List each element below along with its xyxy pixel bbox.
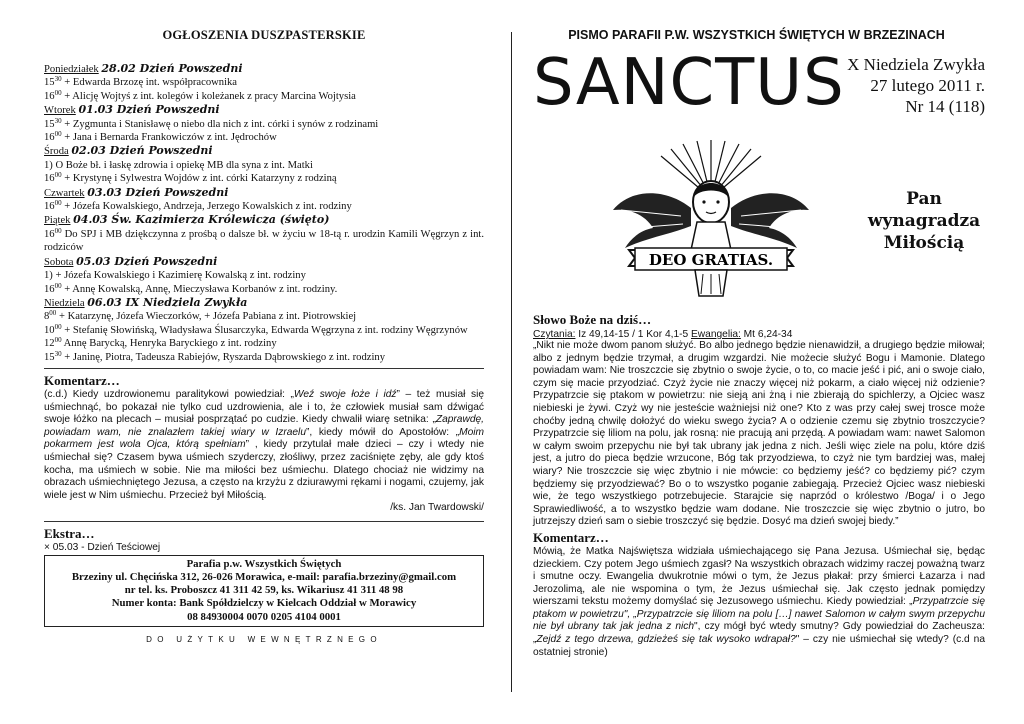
announcements-column [44,28,484,644]
day-feast: 06.03 IX Niedziela Zwykła [87,295,248,309]
day-heading [44,296,484,310]
issue-number: Nr 14 (118) [905,97,985,116]
emblem-row [533,138,985,308]
day-feast: 05.03 Dzień Powszedni [76,254,218,268]
parish-phones: nr tel. ks. Proboszcz 41 311 42 59, ks. Wikariusz 41 311 48 98 [124,584,404,597]
mass-entry: $16^{00}$ + Krystynę i Sylwestra Wojdów z int. córki Katarzyny z rodziną [44,171,337,185]
commentary-heading: Komentarz… [533,529,609,545]
day-name: Poniedziałek [44,64,99,75]
day-name: Środa [44,146,69,158]
day-feast: 28.02 Dzień Powszedni [101,62,243,75]
banner-text: DEO GRATIAS. [648,251,774,269]
day-heading [44,186,484,200]
mass-entry: 1) + Józefa Kowalskiego i Kazimierę Kowalską z int. rodziny [44,270,306,282]
internal-use-note: DO UŻYTKU WEWNĘTRZNEGO [146,634,382,644]
issue-date: 27 lutego 2011 r. [870,76,985,95]
bank-name: Numer konta: Bank Spółdzielczy w Kielcach Oddział w Morawicy [111,597,417,610]
commentary-signature: /ks. Jan Twardowski/ [390,502,484,514]
mass-entry: 1) O Boże bł. i łaskę zdrowia i opiekę MB dla syna z int. Matki [44,159,313,171]
divider [44,368,484,369]
mass-schedule [44,62,484,364]
day-name: Piątek [44,215,71,227]
motto-line: Miłością [883,233,965,253]
mass-entry: $16^{00}$ + Alicję Wojtyś z int. kolegów i koleżanek z pracy Marcina Wojtysia [44,88,356,102]
day-name: Sobota [44,256,74,268]
day-heading [44,62,484,76]
motto-line: Pan [906,189,942,209]
parish-address: Brzeziny ul. Chęcińska 312, 26-026 Morawica, e-mail: parafia.brzeziny@gmail.com [71,571,457,584]
day-name: Czwartek [44,187,85,199]
readings: Czytania: Iz 49,14-15 / 1 Kor 4,1-5 Ewangelia: Mt 6,24-34 [533,329,793,340]
mass-entry: $16^{00}$ + Annę Kowalską, Annę, Mieczysława Korbanów z int. rodziny. [44,281,338,295]
mass-entry: $16^{00}$ Do SPJ i MB dziękczynna z prośbą o dalsze bł. w życiu w 18-tą r. urodzin Kamili Węgrzyn z int. rodziców [44,226,484,254]
extra-item: × 05.03 - Dzień Teściowej [44,541,161,553]
commentary-text: (c.d.) Kiedy uzdrowionemu paralitykowi powiedział: „Weź swoje łoże i idź” – też musiał się uśmiechnąć, bo pokazał nie tylko cud uzdrowienia, ale i to, że człowiek musiał sam dźwigać swoje łóżko na plecach – musiał posprzątać po cudzie. Kiedy chwalił wiarę setnika: „Zaprawdę, powiadam wam, nie znalazłem takiej wiary w Izraelu”, kiedy mówił do Apostołów: „Moim pokarmem jest wola Ojca, którą spełniam” , kiedy przytulał małe dzieci – czy i wtedy nie uśmiechał się? Czasem bywa uśmiech szyderczy, złośliwy, przez zaciśnięte zęby, ale gdy ktoś kocha, ma uśmiech w sobie. Nie ma miłości bez uśmiechu. Dlatego chociaż nie widzimy na obrazach uśmiechniętego Jezusa, a często na krzyżu z dziurawymi rękami i nogami, czujemy, jak wiele jest w Nim uśmiechu. Przecież był Miłością. /ks. Jan Twardowski/ [44,388,484,514]
divider [44,521,484,522]
day-heading [44,103,484,117]
issue-info [847,54,985,117]
day-feast: 01.03 Dzień Powszedni [78,103,220,117]
parish-contact-box [44,555,484,627]
day-heading [44,213,484,227]
bank-account: 08 84930004 0070 0205 4104 0001 [187,610,341,623]
masthead: PISMO PARAFII P.W. WSZYSTKICH ŚWIĘTYCH W BRZEZINACH [568,28,945,42]
gospel-text: „Nikt nie może dwom panom służyć. Bo albo jednego będzie nienawidził, a drugiego będzie miłował; albo z jednym będzie trzymał, a drugim wzgardzi. Nie możecie służyć Bogu i Mamonie. Dlatego powiadam wam: Nie troszczcie się zbytnio o swoje życie, o to, co macie jeść i pić, ani o swoje ciało, czym się macie przyodziać. Czyż życie nie znaczy więcej niż pokarm, a ciało więcej niż odzienie? Przypatrzcie się ptakom w powietrzu: nie sieją ani żną i nie zbierają do spichlerzy, a Ojciec wasz niebieski je żywi. Czyż wy nie jesteście ważniejsi niż one? Kto z was przy całej swej trosce może choćby jedną chwilę dołożyć do wieku swego życia? A o odzienie czemu się zbytnio troszczycie? Przypatrzcie się liliom na polu, jak rosną: nie pracują ani przędą. A powiadam wam: nawet Salomon w całym swoim przepychu nie był tak ubrany jak jedna z nich. Jeśli więc ziele na polu, które dziś jest, a jutro do pieca będzie wrzucone, Bóg tak przyodziewa, to czyż nie tym bardziej was, małej wiary? Nie troszczcie się więc zbytnio i nie mówcie: co będziemy jeść? co będziemy pić? czym będziemy się przyodziewać? Bo o to wszystko poganie zabiegają. Przecież Ojciec wasz niebieski wie, że tego wszystkiego potrzebujecie. Starajcie się naprzód o królestwo /Boga/ i o Jego Sprawiedliwość, a to wszystko będzie wam dodane. Nie troszczcie się więc zbytnio o jutro, bo jutrzejszy dzień sam o siebie troszczyć się będzie. Dosyć ma dzień swojej biedy.” [533,340,985,528]
title-row [533,48,985,138]
day-feast: 04.03 Św. Kazimierza Królewicza (święto) [73,213,330,227]
word-of-god-heading: Słowo Boże na dziś… [533,312,652,327]
parish-name: Parafia p.w. Wszystkich Świętych [186,557,342,570]
mass-entry: $15^{30}$ + Zygmunta i Stanisławę o niebo dla nich z int. córki i synów z rodzinami [44,116,379,130]
day-name: Wtorek [44,105,76,117]
mass-entry: $8^{00}$ + Katarzynę, Józefa Wieczorków, + Józefa Pabiana z int. Piotrowskiej [44,309,357,323]
day-feast: 02.03 Dzień Powszedni [71,144,213,158]
motto-line: wynagradza [867,211,981,231]
mass-entry: $15^{30}$ + Janinę, Piotra, Tadeusza Rabiejów, Ryszarda Dąbrowskiego z int. rodziny [44,349,386,363]
sanctus-logo: SANCTUS [533,46,845,120]
column-divider [511,32,512,692]
mass-entry: $15^{30}$ + Edwarda Brzozę int. współpracownika [44,75,238,89]
bulletin-column [533,28,985,659]
mass-entry: $16^{00}$ + Józefa Kowalskiego, Andrzeja, Jerzego Kowalskich z int. rodziny [44,199,352,213]
day-heading [44,255,484,269]
announcements-title: OGŁOSZENIA DUSZPASTERSKIE [162,28,366,42]
issue-sunday: X Niedziela Zwykła [847,55,985,74]
mass-entry: $10^{00}$ + Stefanię Słowińską, Władysława Ślusarczyka, Edwarda Węgrzyna z int. rodziny Węgrzynów [44,322,468,336]
commentary-heading: Komentarz… [44,372,120,388]
mass-entry: $16^{00}$ + Jana i Bernarda Frankowiczów z int. Jędrochów [44,130,277,144]
day-feast: 03.03 Dzień Powszedni [87,185,229,199]
day-heading [44,144,484,158]
extra-heading: Ekstra… [44,525,95,541]
day-name: Niedziela [44,297,85,309]
commentary-text: Mówią, że Matka Najświętsza widziała uśmiechającego się Pana Jezusa. Uśmiechał się, będąc dzieckiem. Czy potem Jego uśmiech zgasł? Na wszystkich obrazach widzimy raczej poważną twarz i smutne oczy. Ewangelia dwukrotnie mówi o tym, że Jezus płakał: przy śmierci Łazarza i nad Jerozolimą, ale nie wspomina o tym, że Jezus uśmiechał się. Jak często jednak pomiędzy wierszami tekstu możemy domyślać się Jezusowego uśmiechu. Kiedy powiedział: „Przypatrzcie się ptakom w powietrzu", „Przypatrzcie się liliom na polu […] nawet Salomon w całym swym przepychu nie był ubrany tak jak jedna z nich", czy mógł być wtedy smutny? Gdy powiedział do Zacheusza: „Zejdź z tego drzewa, gdzieżeś się tak wysoko wdrapał?" – czy nie uśmiechał się wtedy? (c.d na ostatniej stronie) [533,545,986,658]
angel-emblem [611,138,811,298]
motto [863,188,985,254]
mass-entry: $12^{00}$ Annę Barycką, Henryka Baryckiego z int. rodziny [44,336,277,350]
